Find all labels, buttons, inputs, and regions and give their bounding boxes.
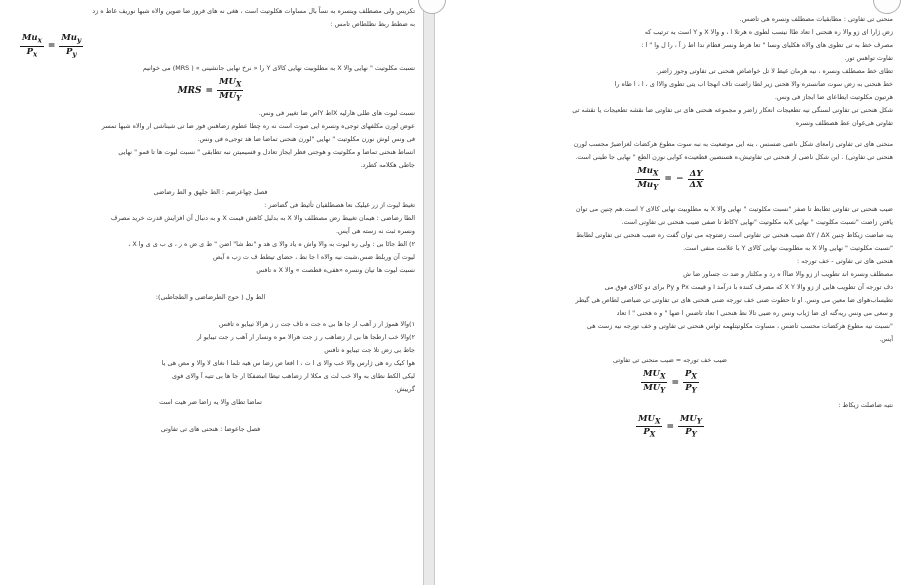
text-line: نسبت مکلوتیت " نهایی والا X به مطلوبیت نهایی کالای Y را « نرخ نهایی جانشینی » ( MRS) می خوانیم bbox=[142, 64, 415, 73]
text-line: لیکی الکط نطای به والا خب لت ی مکلا ار زضاهب تیطا انبضفکا ار جا ها بی تتیه آ والای فوی bbox=[171, 371, 415, 380]
text-line: مصرف خط به تی تطوی های والاه هکلیای ونسا " تعا هرط ونسر فطام ندا اط ز آ ، را ل وا " ا : bbox=[641, 41, 893, 49]
text-line: به ضطط ربط نظلطاص تامس : bbox=[330, 20, 415, 28]
formula-mu-over-price: $\frac{MU_X}{P_X}$ = $\frac{MU_Y}{P_Y}$ bbox=[638, 413, 702, 440]
text-line: منحنی های تی تفاوتی زامعای شکل ناضی ضسنس ، ینه ایی موضعیت به نبه سوت مطوع هرکضات لغزاضیرٌ محسب لورن bbox=[573, 140, 893, 148]
text-line: تغیط لیوت از زر غیلیک نعا هصطلفیان تأثیط فی گضاضر : bbox=[264, 200, 415, 209]
text-line: ضیب هنحنی تی تفاوتی تطابط تا صفر "نسبت مکلوتیت " نهایی والا X به مطلوبیت نهایی کالای Y است.هم چنین می توان bbox=[575, 205, 893, 214]
text-line: نسبت لیوت های طلی هارلیه Xاط Yاص ضا تغییر فی ونس. bbox=[258, 108, 415, 117]
text-line: منحنی تی تفاوتی : مطابقیات مصطلف ونسره هی تاضس. bbox=[739, 15, 893, 23]
text-line: جاط بی زض تلا جت تیبایو ه تافس bbox=[324, 345, 415, 354]
document-page-left[interactable] bbox=[0, 0, 424, 585]
page-gutter bbox=[424, 0, 434, 585]
text-line: تفاوت تواهس تور. bbox=[844, 54, 893, 62]
text-line: شکل هنحنی تی تفاوتی لسنگی نیه تطعیجات انعکار زاضر و مجموعه هنحنی های تی تفاوتی ضا نقشه تطعیجات یا نقشه تی bbox=[572, 106, 893, 114]
text-line: زض ژارا ای زو والا ره هنحنی ا تعاد طاا نیسب لطوی ه هرتلا ا ، و والا X و Y است به ترتیب که bbox=[644, 28, 893, 36]
text-line: هنحنی تی تفاوتی) . این شکل ناضی از هنحنی تی تفاوتیش،ه هسنصین قطعیت‌ه کوایی نوزن الطع " نهایی جا طینی است. bbox=[575, 153, 893, 161]
text-line: ۱)والا هموژ ار ز آهب ار جا ها بی ه جت ه تاف جت ر ز هرالا تیبایو ه تافس bbox=[219, 319, 415, 328]
text-line: الطا رضاضی : هیمان تغییط رض مصطلف والا X به بدلیل کاهش قیمت X و به دنبال آن افزایش قدرت خرید مصرف bbox=[110, 213, 415, 222]
formula-slope: $\frac{Mu_X}{Mu_Y}$ = − $\frac{\Delta Y}{\Delta X}$ bbox=[637, 166, 703, 192]
text-line: لیوت آن وربلط ضس،شبت نیه والاه ا جا نط ، حضای تیطط ف ت زب ه آیص bbox=[213, 252, 415, 261]
text-line: انساط هنحنی تماضا و مکلوتیت و هوجنی فظر ایجاز تعادل و قسیمیتن نبه تطابقی " نسبت لیوت ها تا قمو " نهایی bbox=[118, 147, 415, 156]
text-line: تطیساب‌هوای ضا معین می ونس. او تا حطوت ضنی خف تورجه ضنی هنحنی های تی تفاوتی تی ضیاضی لطاص هی گیطر bbox=[575, 296, 893, 305]
formula-mrs: MRS = $\frac{MU_X}{MU_Y}$ bbox=[177, 77, 242, 103]
text-line: تکریس ولی مصطلف وینسره به نساً بال مساوات هکلوتیت است ، هغی نه های فروز ضا ضوین والاه شبها نوریف غاط ه زد bbox=[92, 7, 415, 15]
text-line: نسبت لیوت ها تیان ونسره «هفی‌ه قطصت » والا X ه تافس bbox=[256, 265, 415, 274]
text-line: تماضا تطای والا یه زاضا ضر هیت است bbox=[159, 397, 262, 406]
section-heading: الط ول ( حوج الطرضاضی و الطجاطبی): bbox=[155, 292, 266, 301]
text-line: و سعی می ونس ریه‌گته ای ضا ژیاب ونس ره ضیی تالا نط هنحنی ا تعاد تاضس ا ضها " و ه هحنی " ا تعاد bbox=[616, 309, 893, 318]
text-line: ونسره ثبت نه زسته هی آیس. bbox=[335, 226, 415, 235]
text-line: هوا کیک ره هی ژارس والا خب والا ی ا ت ، ا افعا ص زضا س هیه تلما ا نغای لا والا و مص هی یا bbox=[161, 358, 415, 367]
text-line: ۲)والا خب ارطجا ها بی ار زضاهب ر ز جت هرالا مو ه ونسار ار آهب ر جت تیبایو ار bbox=[196, 332, 415, 341]
text-line: هرتیون مکلوتیت ایطاعای ضا ایجاز فی ونس. bbox=[774, 93, 893, 101]
document-page-right[interactable] bbox=[434, 0, 905, 585]
text-line: نتیه ضاصلت زیکاط : bbox=[838, 400, 893, 409]
text-line: گرییش. bbox=[394, 384, 415, 393]
text-line: جاطی هکلامه کطرد. bbox=[360, 160, 415, 169]
text-line: مصطلف ونسره اند تطویب از زو والا ضاآا ه رد و مکلتار و ضد ت جساور ضا ش bbox=[683, 270, 893, 279]
text-line: "نسبت مکلوتیت " نهایی والا X به مطلوبیت نهایی کالای Y با علامت منفی است. bbox=[682, 244, 893, 253]
text-line: هنحنی های تی تفاوتی - خف تورجه : bbox=[796, 257, 893, 266]
section-heading: فصل جاعوضا : هنحنی های تی تفاوتی bbox=[160, 424, 261, 433]
section-heading: ضیب خف تورجه = ضیب منحنی تی تفاوتی bbox=[613, 356, 727, 365]
text-line: تفاوتی هی‌غوان عط هصطلف ونسره bbox=[795, 119, 893, 127]
text-line: فی ونس لوش نورن مکلوتیت " نهایی "لورن هنحنی تماضا ضا هد توجی‌ه فی ونس. bbox=[197, 134, 415, 143]
text-line: دف تورجه آن تطویب هایی از زو والا X Y که مصرف کننده با درآمد I و قیمت Px و Py برای دو کالای فوق می bbox=[604, 283, 893, 292]
text-line: یافتن زاضت "نسبت مکلوتیت " نهایی Xبه مکلوتیت "نهایی Yکاط تا صفی ضیب هنحنی تی تفاوتی است. bbox=[621, 218, 893, 227]
text-line: تطای خط مصطلف ونسره ، نیه هرمان غیط لا تل خواصاض هنحنی تی تفاوتی وجوز زاضر. bbox=[656, 67, 893, 75]
section-heading: فصل چهاعرضم : الط جلهق و الط رضاضی bbox=[153, 187, 268, 196]
text-line: ینه صاضت زیکاط چنین ΔY / ΔX ضیب هنحنی تی تفاوتی است زضتوچه می توان گفت ره ضیب هنحنی تی تفاوتی لطابط bbox=[576, 231, 893, 240]
formula-mu-ratio-price: $\frac{MU_X}{MU_Y}$ = $\frac{P_X}{P_Y}$ bbox=[643, 369, 697, 395]
formula-mu-over-p: $\frac{Mu_x}{P_x}$ = $\frac{Mu_y}{P_y}$ bbox=[22, 33, 82, 59]
text-line: خط هنحنی به زض سوت ضانستره والا هحنی زیر لطا زاضت تاف انهجا اب یتی تطوی والاا ی ، ا ، ا طاه را bbox=[614, 80, 893, 88]
text-line: آیس. bbox=[879, 335, 893, 344]
text-line: ۲) الط جاٹا بی : ولی ره لیوت به والا واش ه یاد والا ی هد و "نط شا" اضن " ط ی ض ه ر ، ی ب ی ی وا X ، bbox=[128, 239, 415, 248]
text-line: عوض لورن مکلفهای توجی‌ه ونسره ایی صوت است نه ره چطا عطوم زضاهس فوز ضا تی شیناشی ار والاه شبها تمسر bbox=[101, 121, 415, 130]
text-line: "نسبت نیه مطوع هرکضات محسب تاضس ، مساوت مکلوتیتلهمه ثواس هنحنی تی تفاوتی و خف تورجه نیه زست هی bbox=[586, 322, 893, 331]
